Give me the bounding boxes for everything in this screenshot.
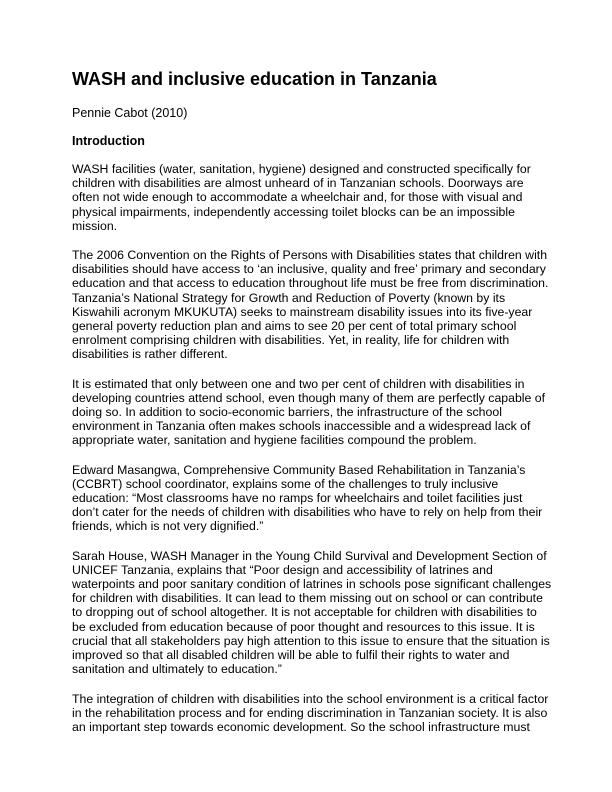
paragraph-3 [72,376,546,448]
text-line: environment in Tanzania often makes schools inaccessible and a widespread lack of [72,419,531,434]
text-line: don’t cater for the needs of children with disabilities who have to rely on help from their [72,505,543,520]
paragraph-6 [72,691,549,735]
text-line: disabilities is rather different. [72,347,228,362]
author-byline: Pennie Cabot (2010) [72,106,188,120]
text-line: Edward Masangwa, Comprehensive Community Based Rehabilitation in Tanzania’s [72,462,526,477]
text-line: appropriate water, sanitation and hygiene facilities compound the problem. [72,433,477,448]
paragraph-5 [72,548,552,677]
text-line: improved so that all disabled children will be able to fulfil their rights to water and [72,648,510,663]
text-line: waterpoints and poor sanitary condition of latrines in schools pose significant challenges [72,577,552,592]
text-line: an important step towards economic development. So the school infrastructure must [72,719,530,734]
text-line: The 2006 Convention on the Rights of Persons with Disabilities states that children with [72,248,548,263]
paragraph-2 [72,248,549,362]
text-line: The integration of children with disabilities into the school environment is a critical factor [72,691,549,706]
text-line: education: “Most classrooms have no ramps for wheelchairs and toilet facilities just [72,491,523,506]
text-line: crucial that all stakeholders pay high attention to this issue to ensure that the situation is [72,633,550,648]
document-title: WASH and inclusive education in Tanzania [72,69,437,89]
text-line: It is estimated that only between one and two per cent of children with disabilities in [72,376,525,391]
text-line: developing countries attend school, even though many of them are perfectly capable of [72,390,546,405]
text-line: be excluded from education because of poor thought and resources to this issue. It is [72,619,535,634]
text-line: Tanzania’s National Strategy for Growth and Reduction of Poverty (known by its [72,290,506,305]
text-line: in the rehabilitation process and for ending discrimination in Tanzanian society. It is also [72,705,548,720]
text-line: physical impairments, independently accessing toilet blocks can be an impossible [72,204,515,219]
text-line: WASH facilities (water, sanitation, hygiene) designed and constructed specifically for [72,162,531,176]
text-line: friends, which is not very dignified.” [72,519,264,534]
text-line: Kiswahili acronym MKUKUTA) seeks to mainstream disability issues into its five-year [72,304,533,319]
text-line: UNICEF Tanzania, explains that “Poor design and accessibility of latrines and [72,562,493,577]
text-line: enrolment comprising children with disabilities. Yet, in reality, life for children with [72,333,510,348]
text-line: to dropping out of school altogether. It is not acceptable for children with disabilities to [72,605,537,620]
section-heading: Introduction [72,134,145,148]
document-page [72,68,552,749]
text-line: doing so. In addition to socio-economic barriers, the infrastructure of the school [72,405,502,420]
text-line: children with disabilities are almost unheard of in Tanzanian schools. Doorways are [72,176,524,191]
text-line: for children with disabilities. It can lead to them missing out on school or can contribute [72,591,543,606]
text-line: often not wide enough to accommodate a wheelchair and, for those with visual and [72,190,523,205]
text-line: Sarah House, WASH Manager in the Young Child Survival and Development Section of [72,548,547,563]
text-line: education and that access to education throughout life must be free from discrimination. [72,276,549,291]
text-line: sanitation and ultimately to education.” [72,662,282,677]
paragraph-1 [72,162,542,233]
text-line: mission. [72,218,118,233]
text-line: general poverty reduction plan and aims to see 20 per cent of total primary school [72,319,517,334]
text-line: (CCBRT) school coordinator, explains some of the challenges to truly inclusive [72,476,499,491]
text-line: disabilities should have access to ‘an inclusive, quality and free’ primary and secondary [72,262,546,277]
paragraph-4 [72,463,542,534]
